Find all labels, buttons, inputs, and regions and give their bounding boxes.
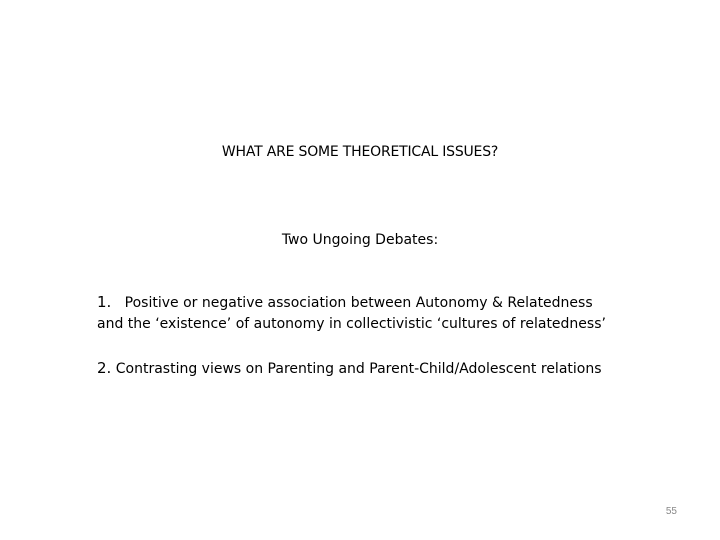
list-item-text: and the ‘existence’ of autonomy in collectivistic ‘cultures of relatedness’: [97, 316, 606, 332]
slide-subtitle: Two Ungoing Debates:: [281, 232, 439, 248]
list-item-line: [97, 292, 697, 314]
list-item-text: Positive or negative association between Autonomy & Relatedness: [124, 295, 593, 311]
list-item-number: 2.: [97, 359, 112, 377]
page-number: 55: [665, 506, 677, 517]
list-item: [97, 358, 697, 380]
slide-title: WHAT ARE SOME THEORETICAL ISSUES?: [221, 144, 499, 160]
list-item-text: Contrasting views on Parenting and Parent-Child/Adolescent relations: [115, 361, 602, 377]
list-item-number: 1.: [97, 293, 112, 311]
list-item: [97, 292, 697, 335]
list-item-line: [97, 314, 697, 335]
